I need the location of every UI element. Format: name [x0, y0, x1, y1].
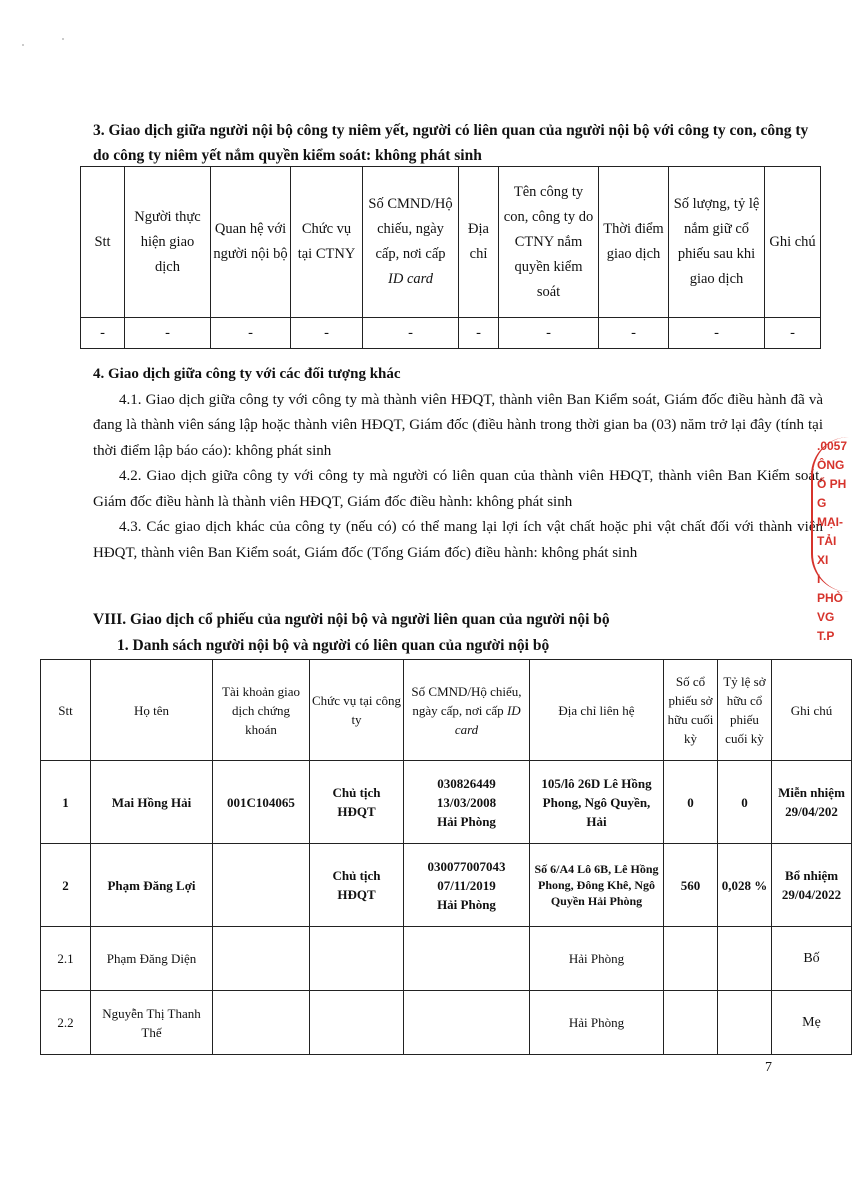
cell-address: Số 6/A4 Lô 6B, Lê Hồng Phong, Đông Khê, Ngô Quyền Hải Phòng	[530, 844, 664, 927]
table-row	[41, 927, 852, 991]
col-ratio: Tỷ lệ sở hữu cổ phiếu cuối kỳ	[718, 660, 772, 761]
cell-id	[404, 991, 530, 1055]
section-3-table	[80, 166, 821, 349]
cell-name: Phạm Đăng Diện	[91, 927, 213, 991]
cell-address: Hải Phòng	[530, 927, 664, 991]
cell-shares	[664, 927, 718, 991]
paragraph-4-2: 4.2. Giao dịch giữa công ty với công ty mà người có liên quan của thành viên HĐQT, thành viên Ban Kiểm soát, Giám đốc điều hành là thành viên HĐQT, Giám đốc điều hành: không phát sinh	[93, 468, 823, 510]
col-shares: Số cổ phiếu sở hữu cuối kỳ	[664, 660, 718, 761]
cell: -	[599, 318, 669, 349]
stamp-line: VG T.P	[817, 610, 835, 643]
col-person: Người thực hiện giao dịch	[125, 167, 211, 318]
cell-account	[213, 991, 310, 1055]
cell-position: Chủ tịch HĐQT	[310, 844, 404, 927]
cell-note: Mẹ	[772, 991, 852, 1055]
cell-id: 030826449 13/03/2008 Hải Phòng	[404, 761, 530, 844]
stamp-line: ÔNG	[817, 458, 845, 472]
cell-address: 105/lô 26D Lê Hồng Phong, Ngô Quyền, Hải	[530, 761, 664, 844]
col-account: Tài khoản giao dịch chứng khoán	[213, 660, 310, 761]
col-relation: Quan hệ với người nội bộ	[211, 167, 291, 318]
col-stt: Stt	[41, 660, 91, 761]
cell-shares	[664, 991, 718, 1055]
cell-ratio	[718, 991, 772, 1055]
insider-table	[40, 659, 852, 1055]
section-8-title: VIII. Giao dịch cổ phiếu của người nội bộ và người liên quan của người nội bộ	[93, 611, 610, 628]
stamp-line: I PHÒ	[817, 572, 844, 605]
cell-note: Bố	[772, 927, 852, 991]
cell: -	[211, 318, 291, 349]
page-number: 7	[765, 1060, 772, 1075]
speck	[62, 38, 64, 40]
paragraph-4-3: 4.3. Các giao dịch khác của công ty (nếu có) có thể mang lại lợi ích vật chất hoặc phi vật chất đối với thành viên HĐQT, thành viên Ban Kiểm soát, Giám đốc (Tổng Giám đốc) điều hành: không phát sinh	[93, 519, 823, 561]
cell-position: Chủ tịch HĐQT	[310, 761, 404, 844]
section-8-subtitle: 1. Danh sách người nội bộ và người có liên quan của người nội bộ	[117, 637, 550, 654]
cell: -	[291, 318, 363, 349]
table-row	[81, 318, 821, 349]
red-stamp	[811, 437, 849, 643]
cell-account	[213, 844, 310, 927]
table-row	[41, 844, 852, 927]
cell: -	[459, 318, 499, 349]
cell-name: Phạm Đăng Lợi	[91, 844, 213, 927]
cell-ratio: 0,028 %	[718, 844, 772, 927]
col-id: Số CMND/Hộ chiếu, ngày cấp, nơi cấp ID card	[404, 660, 530, 761]
cell-name: Mai Hồng Hải	[91, 761, 213, 844]
cell: -	[669, 318, 765, 349]
col-time: Thời điểm giao dịch	[599, 167, 669, 318]
cell-position	[310, 927, 404, 991]
cell: -	[499, 318, 599, 349]
cell-shares: 560	[664, 844, 718, 927]
cell-account	[213, 927, 310, 991]
cell-account: 001C104065	[213, 761, 310, 844]
cell-stt: 2	[41, 844, 91, 927]
col-holding: Số lượng, tỷ lệ nắm giữ cổ phiếu sau khi giao dịch	[669, 167, 765, 318]
section-4-title: 4. Giao dịch giữa công ty với các đối tượng khác	[93, 366, 401, 382]
cell-position	[310, 991, 404, 1055]
cell: -	[363, 318, 459, 349]
table-row	[41, 761, 852, 844]
col-address: Địa chỉ liên hệ	[530, 660, 664, 761]
cell-note: Bổ nhiệm 29/04/2022	[772, 844, 852, 927]
col-address: Địa chỉ	[459, 167, 499, 318]
cell: -	[765, 318, 821, 349]
section-4	[93, 362, 823, 566]
cell-stt: 1	[41, 761, 91, 844]
col-stt: Stt	[81, 167, 125, 318]
table-row	[41, 991, 852, 1055]
cell-id	[404, 927, 530, 991]
col-position: Chức vụ tại CTNY	[291, 167, 363, 318]
speck	[22, 44, 24, 46]
cell-ratio: 0	[718, 761, 772, 844]
stamp-line: TẢI XI	[817, 534, 837, 567]
col-note: Ghi chú	[765, 167, 821, 318]
col-subsidiary: Tên công ty con, công ty do CTNY nắm quyền kiểm soát	[499, 167, 599, 318]
stamp-line: Ổ PH	[817, 477, 847, 491]
cell-address: Hải Phòng	[530, 991, 664, 1055]
cell: -	[125, 318, 211, 349]
cell-stt: 2.2	[41, 991, 91, 1055]
paragraph-4-1: 4.1. Giao dịch giữa công ty với công ty mà thành viên HĐQT, thành viên Ban Kiểm soát, Giám đốc điều hành đã và đang là thành viên sáng lập hoặc thành viên HĐQT, Giám đốc (điều hành trong thời gian ba (03) năm trở lại đây (tính tại thời điểm lập báo cáo): không phát sinh	[93, 391, 823, 459]
cell-ratio	[718, 927, 772, 991]
stamp-line: .0057	[817, 439, 848, 453]
stamp-line: G MẠI-	[817, 496, 843, 529]
cell: -	[81, 318, 125, 349]
col-position: Chức vụ tại công ty	[310, 660, 404, 761]
cell-shares: 0	[664, 761, 718, 844]
cell-stt: 2.1	[41, 927, 91, 991]
col-note: Ghi chú	[772, 660, 852, 761]
cell-id: 030077007043 07/11/2019 Hải Phòng	[404, 844, 530, 927]
section-3-title: 3. Giao dịch giữa người nội bộ công ty niêm yết, người có liên quan của người nội bộ với công ty con, công ty do công ty niêm yết nắm quyền kiểm soát: không phát sinh	[93, 122, 809, 164]
col-id: Số CMND/Hộ chiếu, ngày cấp, nơi cấp ID card	[363, 167, 459, 318]
cell-note: Miễn nhiệm 29/04/202	[772, 761, 852, 844]
cell-name: Nguyễn Thị Thanh Thế	[91, 991, 213, 1055]
col-name: Họ tên	[91, 660, 213, 761]
